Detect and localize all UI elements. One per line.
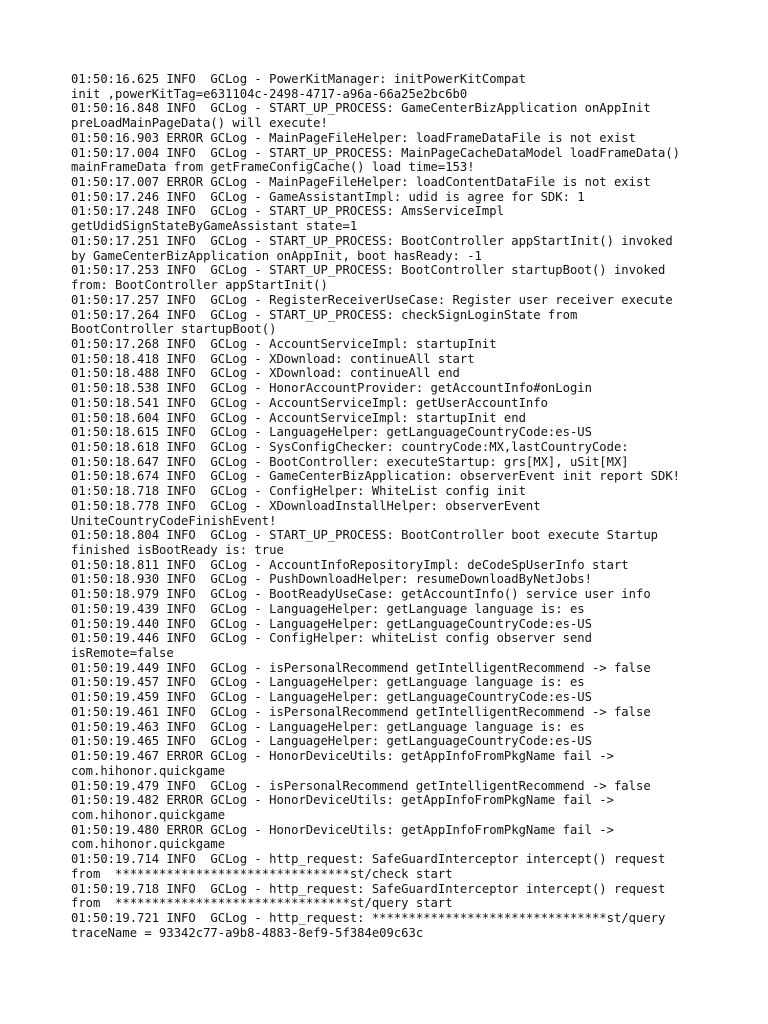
log-line: isRemote=false [71, 646, 174, 661]
log-line: 01:50:19.457 INFO GCLog - LanguageHelper: getLanguage language is: es [71, 675, 585, 690]
log-line: 01:50:18.615 INFO GCLog - LanguageHelper: getLanguageCountryCode:es-US [71, 425, 592, 440]
log-line: 01:50:17.253 INFO GCLog - START_UP_PROCESS: BootController startupBoot() invoked [71, 263, 666, 278]
log-line: preLoadMainPageData() will execute! [71, 116, 328, 131]
log-line: finished isBootReady is: true [71, 543, 284, 557]
log-line: traceName = 93342c77-a9b8-4883-8ef9-5f384e09c63c [71, 925, 424, 940]
log-line: 01:50:18.541 INFO GCLog - AccountServiceImpl: getUserAccountInfo [71, 395, 548, 410]
log-line: by GameCenterBizApplication onAppInit, boot hasReady: -1 [71, 248, 482, 263]
log-line: 01:50:17.004 INFO GCLog - START_UP_PROCESS: MainPageCacheDataModel loadFrameData() [71, 145, 681, 160]
log-line: from: BootController appStartInit() [71, 278, 328, 293]
log-line: 01:50:16.903 ERROR GCLog - MainPageFileHelper: loadFrameDataFile is not exist [71, 130, 636, 145]
log-line: 01:50:18.811 INFO GCLog - AccountInfoRepositoryImpl: deCodeSpUserInfo start [71, 557, 629, 572]
log-line: 01:50:17.246 INFO GCLog - GameAssistantImpl: udid is agree for SDK: 1 [71, 189, 585, 204]
log-line: 01:50:18.488 INFO GCLog - XDownload: continueAll end [71, 366, 460, 381]
log-line: 01:50:18.778 INFO GCLog - XDownloadInstallHelper: observerEvent [71, 498, 541, 513]
log-line: getUdidSignStateByGameAssistant state=1 [71, 219, 358, 234]
log-line: 01:50:18.674 INFO GCLog - GameCenterBizApplication: observerEvent init report SDK! [71, 469, 681, 484]
log-line: 01:50:18.804 INFO GCLog - START_UP_PROCESS: BootController boot execute Startup [71, 528, 658, 543]
log-line: UniteCountryCodeFinishEvent! [71, 513, 277, 528]
log-line: 01:50:19.459 INFO GCLog - LanguageHelper: getLanguageCountryCode:es-US [71, 690, 592, 705]
log-line: 01:50:19.461 INFO GCLog - isPersonalRecommend getIntelligentRecommend -> false [71, 704, 651, 719]
log-line: 01:50:19.479 INFO GCLog - isPersonalRecommend getIntelligentRecommend -> false [71, 778, 651, 793]
log-line: 01:50:18.718 INFO GCLog - ConfigHelper: WhiteList config init [71, 484, 526, 499]
log-line: 01:50:19.439 INFO GCLog - LanguageHelper: getLanguage language is: es [71, 601, 585, 616]
log-line: com.hihonor.quickgame [71, 763, 226, 778]
log-line: com.hihonor.quickgame [71, 807, 226, 822]
log-line: from ********************************st/query start [71, 896, 453, 911]
log-line: 01:50:19.449 INFO GCLog - isPersonalRecommend getIntelligentRecommend -> false [71, 660, 651, 675]
log-line: 01:50:16.625 INFO GCLog - PowerKitManager: initPowerKitCompat [71, 72, 526, 86]
log-line: mainFrameData from getFrameConfigCache() load time=153! [71, 160, 475, 175]
log-line: 01:50:16.848 INFO GCLog - START_UP_PROCESS: GameCenterBizApplication onAppInit [71, 101, 651, 116]
log-line: 01:50:19.467 ERROR GCLog - HonorDeviceUtils: getAppInfoFromPkgName fail -> [71, 749, 614, 764]
log-line: com.hihonor.quickgame [71, 837, 226, 852]
log-document [71, 72, 751, 940]
log-line: 01:50:18.930 INFO GCLog - PushDownloadHelper: resumeDownloadByNetJobs! [71, 572, 592, 587]
log-line: 01:50:19.714 INFO GCLog - http_request: SafeGuardInterceptor intercept() request [71, 852, 666, 867]
log-line: 01:50:17.251 INFO GCLog - START_UP_PROCESS: BootController appStartInit() invoked [71, 233, 673, 248]
log-line: 01:50:17.264 INFO GCLog - START_UP_PROCESS: checkSignLoginState from [71, 307, 578, 322]
log-line: 01:50:18.618 INFO GCLog - SysConfigChecker: countryCode:MX,lastCountryCode: [71, 439, 629, 454]
log-line: BootController startupBoot() [71, 322, 277, 337]
log-line: 01:50:17.268 INFO GCLog - AccountServiceImpl: startupInit [71, 336, 497, 351]
log-line: 01:50:19.440 INFO GCLog - LanguageHelper: getLanguageCountryCode:es-US [71, 616, 592, 631]
log-line: 01:50:19.718 INFO GCLog - http_request: SafeGuardInterceptor intercept() request [71, 881, 666, 896]
log-line: 01:50:18.418 INFO GCLog - XDownload: continueAll start [71, 351, 475, 366]
log-line: from ********************************st/check start [71, 866, 453, 881]
log-line: 01:50:17.248 INFO GCLog - START_UP_PROCESS: AmsServiceImpl [71, 204, 504, 219]
log-line: 01:50:17.007 ERROR GCLog - MainPageFileHelper: loadContentDataFile is not exist [71, 175, 651, 190]
log-line: 01:50:19.465 INFO GCLog - LanguageHelper: getLanguageCountryCode:es-US [71, 734, 592, 749]
log-line: 01:50:19.480 ERROR GCLog - HonorDeviceUtils: getAppInfoFromPkgName fail -> [71, 822, 614, 837]
log-line: 01:50:18.979 INFO GCLog - BootReadyUseCase: getAccountInfo() service user info [71, 587, 651, 602]
log-line: 01:50:18.647 INFO GCLog - BootController: executeStartup: grs[MX], uSit[MX] [71, 454, 629, 469]
log-line: 01:50:19.721 INFO GCLog - http_request: ********************************st/query [71, 910, 666, 925]
log-line: 01:50:18.604 INFO GCLog - AccountServiceImpl: startupInit end [71, 410, 526, 425]
log-line: 01:50:17.257 INFO GCLog - RegisterReceiverUseCase: Register user receiver execute [71, 292, 673, 307]
log-line: 01:50:19.482 ERROR GCLog - HonorDeviceUtils: getAppInfoFromPkgName fail -> [71, 793, 614, 808]
log-line: 01:50:19.446 INFO GCLog - ConfigHelper: whiteList config observer send [71, 631, 592, 646]
log-line: init ,powerKitTag=e631104c-2498-4717-a96a-66a25e2bc6b0 [71, 86, 468, 101]
log-line: 01:50:19.463 INFO GCLog - LanguageHelper: getLanguage language is: es [71, 719, 585, 734]
log-line: 01:50:18.538 INFO GCLog - HonorAccountProvider: getAccountInfo#onLogin [71, 381, 592, 396]
